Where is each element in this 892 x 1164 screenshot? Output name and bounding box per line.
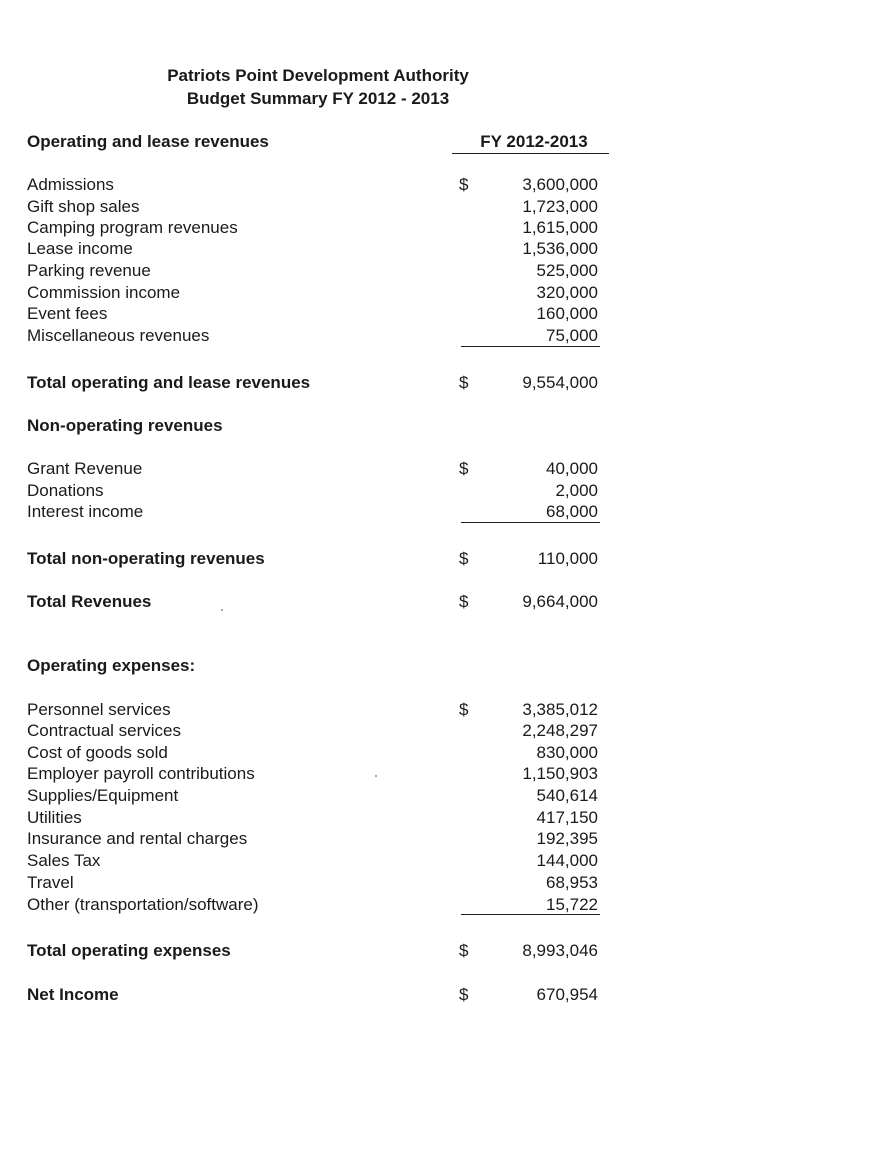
line-item-amount: 15,722 <box>546 895 598 914</box>
line-item-label: Personnel services <box>27 700 171 719</box>
line-item-label: Camping program revenues <box>27 218 238 237</box>
line-item-label: Gift shop sales <box>27 197 140 216</box>
currency-symbol: $ <box>459 175 469 194</box>
line-item-label: Admissions <box>27 175 114 194</box>
line-item-label: Contractual services <box>27 721 182 740</box>
total-operating-revenues-label: Total operating and lease revenues <box>27 373 311 392</box>
line-item-label: Sales Tax <box>27 851 101 870</box>
line-item-amount: 3,385,012 <box>522 700 598 719</box>
currency-symbol: $ <box>459 373 469 392</box>
line-item-label: Commission income <box>27 283 181 302</box>
line-item-amount: 320,000 <box>536 283 598 302</box>
line-item-label: Grant Revenue <box>27 459 143 478</box>
section-heading-operating-revenues: Operating and lease revenues <box>27 132 269 151</box>
scan-speck <box>221 609 223 611</box>
total-revenues-label: Total Revenues <box>27 592 152 611</box>
line-item-amount: 2,248,297 <box>522 721 598 740</box>
line-item-amount: 417,150 <box>536 808 598 827</box>
section-heading-operating-expenses: Operating expenses: <box>27 656 196 675</box>
line-item-label: Utilities <box>27 808 82 827</box>
line-item-label: Parking revenue <box>27 261 151 280</box>
net-income-label: Net Income <box>27 985 119 1004</box>
line-item-amount: 192,395 <box>536 829 598 848</box>
total-non-operating-amount: 110,000 <box>537 549 598 568</box>
line-item-label: Supplies/Equipment <box>27 786 179 805</box>
line-item-amount: 525,000 <box>536 261 598 280</box>
column-header-fy: FY 2012-2013 <box>480 132 588 151</box>
line-item-amount: 540,614 <box>536 786 598 805</box>
line-item-label: Other (transportation/software) <box>27 895 259 914</box>
line-item-label: Donations <box>27 481 104 500</box>
line-item-amount: 1,615,000 <box>522 218 598 237</box>
total-non-operating-label: Total non-operating revenues <box>27 549 265 568</box>
total-operating-expenses-label: Total operating expenses <box>27 941 231 960</box>
net-income-amount: 670,954 <box>536 985 598 1004</box>
currency-symbol: $ <box>459 592 469 611</box>
line-item-amount: 3,600,000 <box>522 175 598 194</box>
line-item-amount: 2,000 <box>555 481 598 500</box>
subtotal-rule <box>461 522 600 523</box>
line-item-amount: 1,536,000 <box>522 239 598 258</box>
currency-symbol: $ <box>459 459 469 478</box>
document-title: Patriots Point Development Authority <box>167 66 469 85</box>
line-item-label: Insurance and rental charges <box>27 829 248 848</box>
line-item-amount: 1,723,000 <box>522 197 598 216</box>
line-item-label: Interest income <box>27 502 144 521</box>
line-item-amount: 75,000 <box>546 326 598 345</box>
subtotal-rule <box>461 346 600 347</box>
line-item-label: Miscellaneous revenues <box>27 326 210 345</box>
line-item-amount: 68,953 <box>546 873 598 892</box>
line-item-amount: 68,000 <box>546 502 598 521</box>
line-item-label: Employer payroll contributions <box>27 764 255 783</box>
total-revenues-amount: 9,664,000 <box>522 592 598 611</box>
line-item-label: Event fees <box>27 304 108 323</box>
scan-speck <box>375 775 377 777</box>
line-item-amount: 144,000 <box>536 851 598 870</box>
total-operating-expenses-amount: 8,993,046 <box>522 941 598 960</box>
line-item-label: Cost of goods sold <box>27 743 168 762</box>
line-item-amount: 40,000 <box>546 459 598 478</box>
line-item-amount: 830,000 <box>536 743 598 762</box>
total-operating-revenues-amount: 9,554,000 <box>522 373 598 392</box>
currency-symbol: $ <box>459 941 469 960</box>
line-item-amount: 160,000 <box>536 304 598 323</box>
column-header-underline <box>452 153 609 154</box>
document-subtitle: Budget Summary FY 2012 - 2013 <box>186 89 450 108</box>
subtotal-rule <box>461 914 600 915</box>
currency-symbol: $ <box>459 549 469 568</box>
currency-symbol: $ <box>459 700 469 719</box>
line-item-label: Lease income <box>27 239 133 258</box>
section-heading-non-operating: Non-operating revenues <box>27 416 223 435</box>
line-item-label: Travel <box>27 873 74 892</box>
currency-symbol: $ <box>459 985 469 1004</box>
line-item-amount: 1,150,903 <box>522 764 598 783</box>
